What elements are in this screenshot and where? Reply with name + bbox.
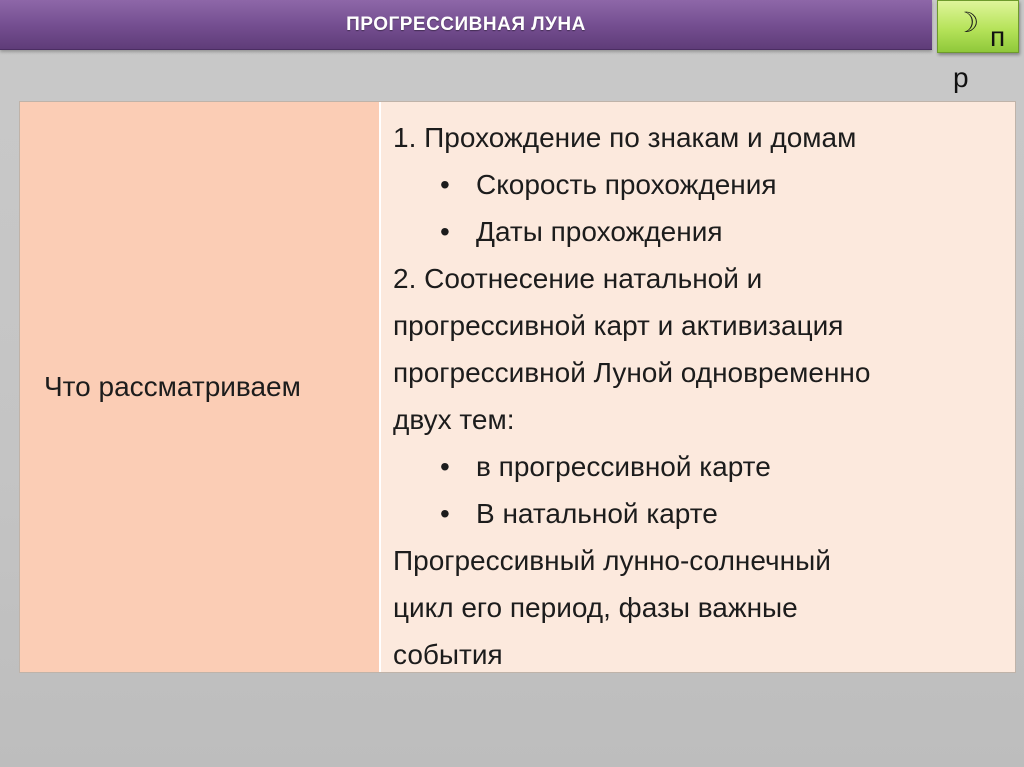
crescent-moon-icon: ☽ [954, 6, 980, 39]
table-label: Что рассматриваем [44, 371, 301, 402]
list-item: прогрессивной Луной одновременно [393, 357, 871, 388]
table-label-cell [20, 102, 381, 672]
badge-letter-below: р [953, 62, 969, 93]
badge-letter: п [990, 21, 1006, 52]
content-table [19, 101, 1016, 673]
corner-badge [937, 0, 1019, 53]
title-bar [0, 0, 932, 50]
list-item: Прогрессивный лунно-солнечный [393, 545, 831, 576]
list-item: прогрессивной карт и активизация [393, 310, 844, 341]
bullet-item: • В натальной карте [393, 490, 1005, 537]
slide-title: ПРОГРЕССИВНАЯ ЛУНА [346, 13, 586, 35]
list-item: 1. Прохождение по знакам и домам [393, 122, 857, 153]
list-item: двух тем: [393, 404, 515, 435]
bullet-item: • Даты прохождения [393, 208, 1005, 255]
list-item: цикл его период, фазы важные [393, 592, 798, 623]
list-item: события [393, 639, 503, 670]
bullet-item: • Скорость прохождения [393, 161, 1005, 208]
table-content-cell [381, 102, 1015, 672]
list-item: 2. Соотнесение натальной и [393, 263, 763, 294]
bullet-item: • в прогрессивной карте [393, 443, 1005, 490]
